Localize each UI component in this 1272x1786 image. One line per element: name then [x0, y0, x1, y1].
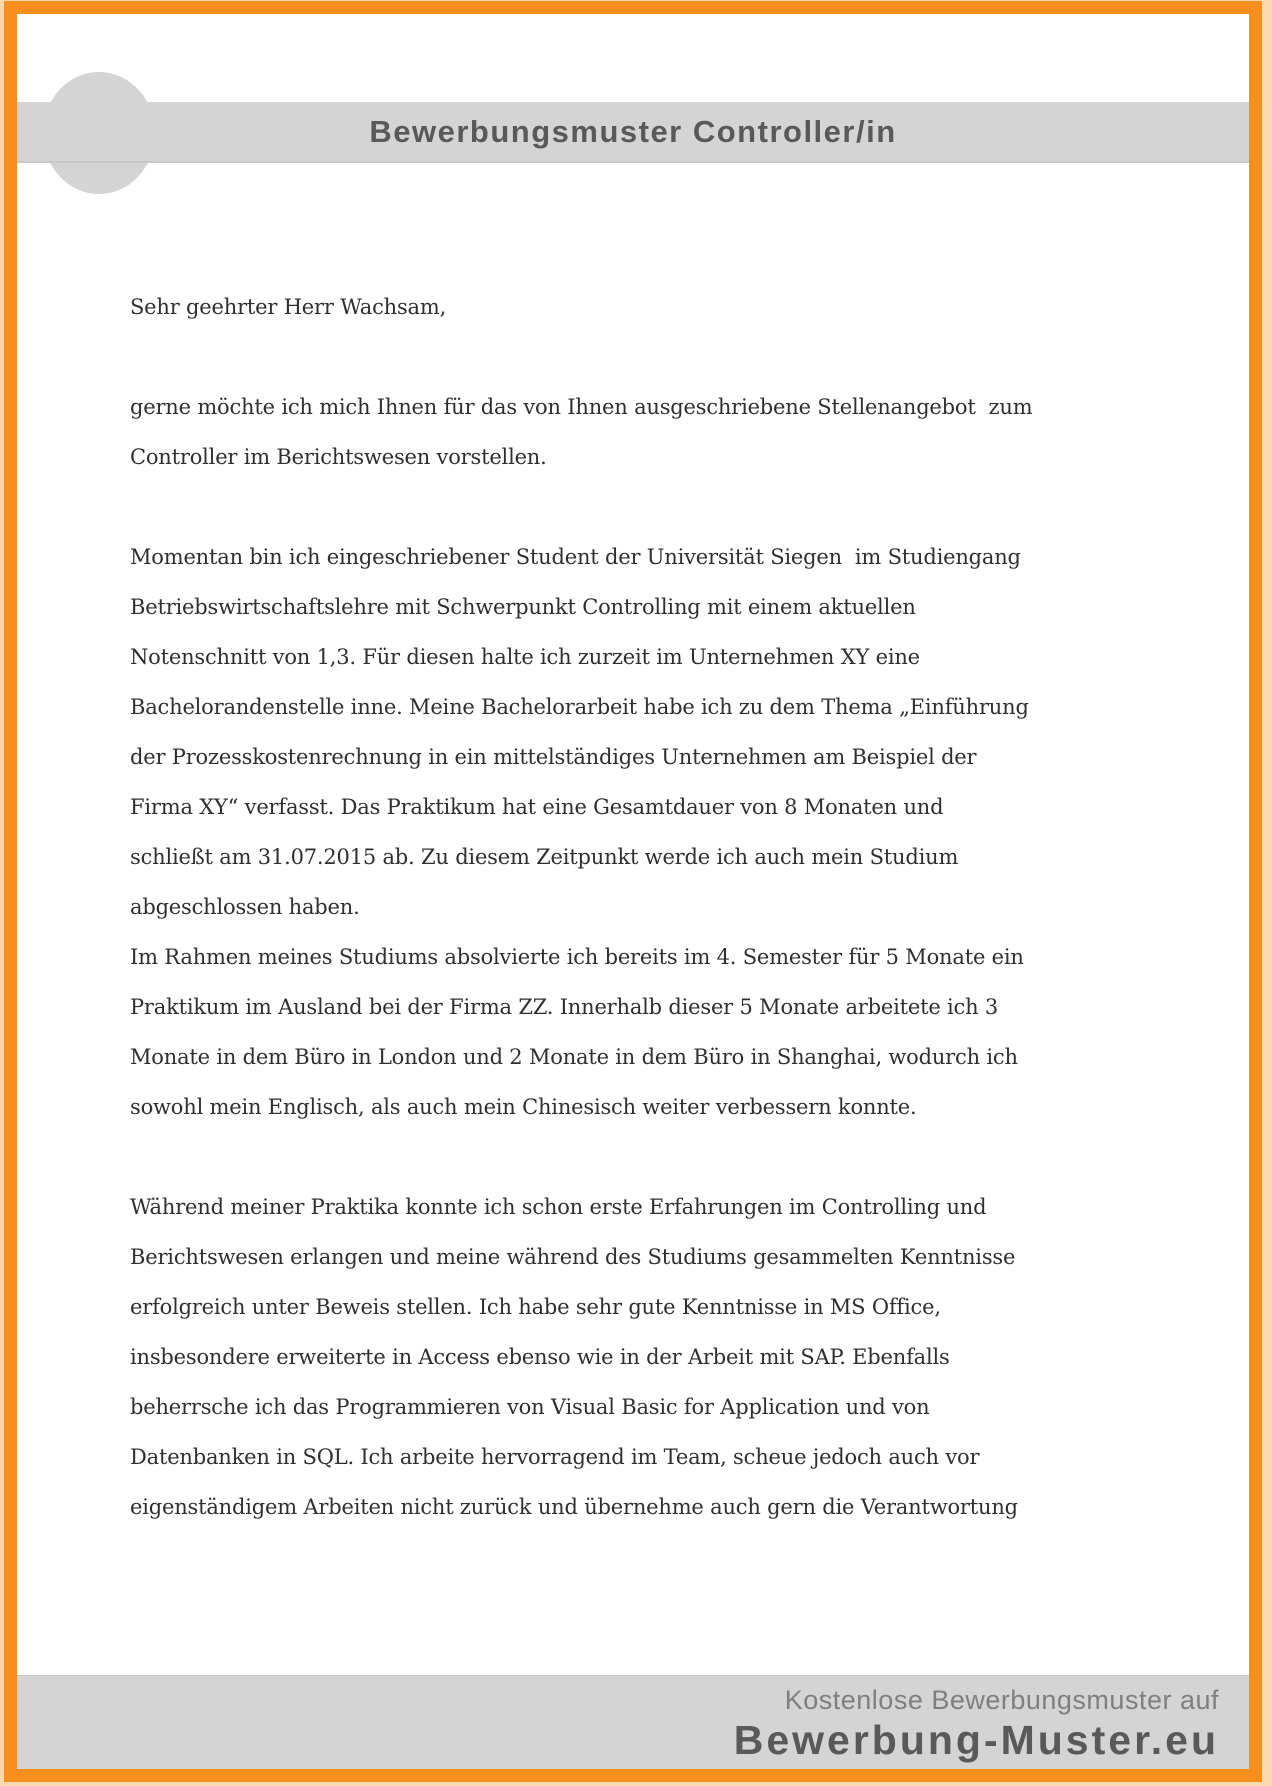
letter-line: schließt am 31.07.2015 ab. Zu diesem Zeitpunkt werde ich auch mein Studium	[130, 845, 959, 869]
letter-line: Monate in dem Büro in London und 2 Monate in dem Büro in Shanghai, wodurch ich	[130, 1045, 1018, 1069]
letter-line: Berichtswesen erlangen und meine während des Studiums gesammelten Kenntnisse	[130, 1245, 1016, 1269]
letter-line: Notenschnitt von 1,3. Für diesen halte ich zurzeit im Unternehmen XY eine	[130, 645, 920, 669]
letter-line: Praktikum im Ausland bei der Firma ZZ. Innerhalb dieser 5 Monate arbeitete ich 3	[130, 995, 999, 1019]
letter-line: Betriebswirtschaftslehre mit Schwerpunkt Controlling mit einem aktuellen	[130, 595, 916, 619]
letter-line: Datenbanken in SQL. Ich arbeite hervorragend im Team, scheue jedoch auch vor	[130, 1445, 980, 1469]
letter-line: abgeschlossen haben.	[130, 895, 360, 919]
letter-sheet	[4, 1, 1262, 1782]
letter-line: Im Rahmen meines Studiums absolvierte ich bereits im 4. Semester für 5 Monate ein	[130, 945, 1024, 969]
letter-line: erfolgreich unter Beweis stellen. Ich habe sehr gute Kenntnisse in MS Office,	[130, 1295, 941, 1319]
footer-brand-text: Bewerbung-Muster.eu	[733, 1717, 1219, 1763]
letter-line: eigenständigem Arbeiten nicht zurück und übernehme auch gern die Verantwortung	[130, 1495, 1018, 1519]
letter-line: der Prozesskostenrechnung in ein mittelständiges Unternehmen am Beispiel der	[130, 745, 977, 769]
letter-blank-line	[130, 332, 1209, 382]
letter-line: gerne möchte ich mich Ihnen für das von Ihnen ausgeschriebene Stellenangebot zum	[130, 395, 1033, 419]
letter-line: Firma XY“ verfasst. Das Praktikum hat eine Gesamtdauer von 8 Monaten und	[130, 795, 944, 819]
letter-blank-line	[130, 482, 1209, 532]
letter-line: Während meiner Praktika konnte ich schon erste Erfahrungen im Controlling und	[130, 1195, 987, 1219]
letter-line: sowohl mein Englisch, als auch mein Chinesisch weiter verbessern konnte.	[130, 1095, 917, 1119]
letter-body	[130, 282, 1209, 1532]
letter-blank-line	[130, 1132, 1209, 1182]
letter-line: beherrsche ich das Programmieren von Visual Basic for Application und von	[130, 1395, 930, 1419]
footer-band	[17, 1675, 1249, 1769]
letter-line: Bachelorandenstelle inne. Meine Bachelorarbeit habe ich zu dem Thema „Einführung	[130, 695, 1029, 719]
letter-line: Controller im Berichtswesen vorstellen.	[130, 445, 547, 469]
letter-line: Sehr geehrter Herr Wachsam,	[130, 295, 447, 319]
footer-tagline: Kostenlose Bewerbungsmuster auf	[784, 1685, 1219, 1715]
page-title: Bewerbungsmuster Controller/in	[369, 114, 897, 149]
letter-line: insbesondere erweiterte in Access ebenso wie in der Arbeit mit SAP. Ebenfalls	[130, 1345, 950, 1369]
header-band	[17, 102, 1249, 163]
letter-line: Momentan bin ich eingeschriebener Student der Universität Siegen im Studiengang	[130, 545, 1021, 569]
